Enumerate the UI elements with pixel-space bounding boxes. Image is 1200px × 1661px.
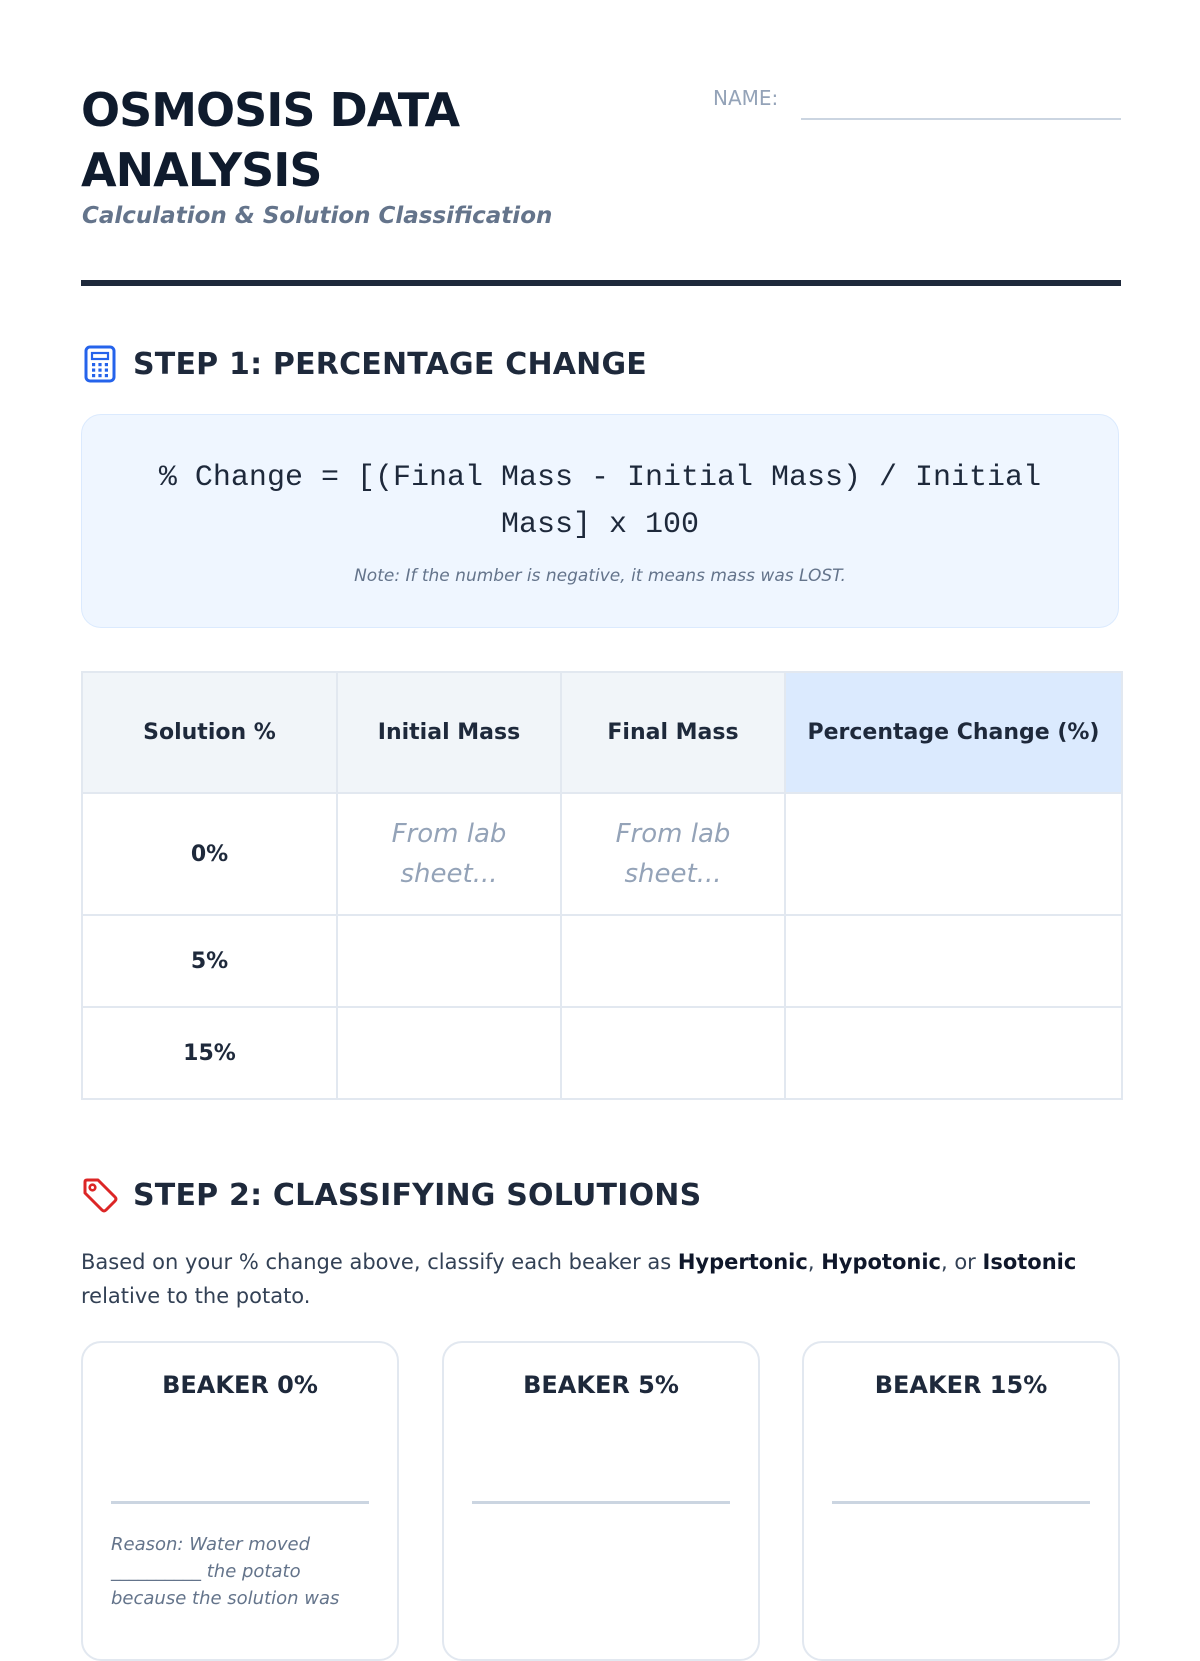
term-hypertonic: Hypertonic — [677, 1250, 808, 1274]
classification-answer-line[interactable] — [111, 1501, 369, 1504]
instructions-text: Based on your % change above, classify each beaker as — [81, 1250, 678, 1274]
table-row — [82, 915, 1122, 1007]
percent-change-formula: % Change = [(Final Mass - Initial Mass) / Initial Mass] x 100 — [158, 461, 1042, 542]
page-title: OSMOSIS DATA ANALYSIS — [81, 83, 460, 197]
header-divider — [81, 280, 1121, 286]
step1-heading-text: STEP 1: PERCENTAGE CHANGE — [133, 346, 647, 382]
instructions-separator: , or — [940, 1250, 983, 1274]
final-mass-cell[interactable]: From lab sheet... — [561, 793, 785, 915]
reason-prompt: Reason: Water moved __________ the potato because the solution was — [111, 1534, 340, 1609]
table-row — [82, 1007, 1122, 1099]
header-percentage-change: Percentage Change (%) — [785, 672, 1122, 793]
percentage-change-cell[interactable] — [785, 915, 1122, 1007]
name-field[interactable] — [801, 118, 1121, 120]
worksheet-page — [81, 0, 1121, 1609]
final-mass-cell[interactable] — [561, 915, 785, 1007]
header-solution: Solution % — [82, 672, 337, 793]
classification-answer-line[interactable] — [472, 1501, 730, 1504]
step1-heading — [81, 342, 647, 386]
beaker-title: BEAKER 5% — [523, 1371, 679, 1399]
solution-cell: 0% — [82, 793, 337, 915]
beaker-card-15 — [802, 1341, 1120, 1661]
classification-instructions — [81, 1245, 1121, 1313]
table-header-row — [82, 672, 1122, 793]
table-row — [82, 793, 1122, 915]
tag-icon — [81, 1176, 119, 1214]
beaker-card-0 — [81, 1341, 399, 1661]
mass-data-table — [81, 671, 1123, 1100]
term-hypotonic: Hypotonic — [821, 1250, 941, 1274]
percentage-change-cell[interactable] — [785, 1007, 1122, 1099]
term-isotonic: Isotonic — [982, 1250, 1077, 1274]
solution-cell: 5% — [82, 915, 337, 1007]
final-mass-cell[interactable] — [561, 1007, 785, 1099]
instructions-text: relative to the potato. — [81, 1284, 311, 1308]
step2-heading — [81, 1173, 701, 1217]
step2-heading-text: STEP 2: CLASSIFYING SOLUTIONS — [133, 1177, 702, 1213]
formula-box — [81, 414, 1119, 628]
initial-mass-cell[interactable] — [337, 1007, 561, 1099]
initial-mass-cell[interactable] — [337, 915, 561, 1007]
beaker-card-5 — [442, 1341, 760, 1661]
solution-cell: 15% — [82, 1007, 337, 1099]
name-label: NAME: — [713, 86, 779, 110]
classification-answer-line[interactable] — [832, 1501, 1090, 1504]
page-subtitle: Calculation & Solution Classification — [82, 203, 553, 229]
calculator-icon — [81, 345, 119, 383]
instructions-separator: , — [807, 1250, 822, 1274]
initial-mass-cell[interactable]: From lab sheet... — [337, 793, 561, 915]
percentage-change-cell[interactable] — [785, 793, 1122, 915]
header-initial-mass: Initial Mass — [337, 672, 561, 793]
beaker-title: BEAKER 0% — [162, 1371, 318, 1399]
formula-note: Note: If the number is negative, it means mass was LOST. — [354, 566, 846, 586]
header-final-mass: Final Mass — [561, 672, 785, 793]
beaker-title: BEAKER 15% — [874, 1371, 1048, 1399]
